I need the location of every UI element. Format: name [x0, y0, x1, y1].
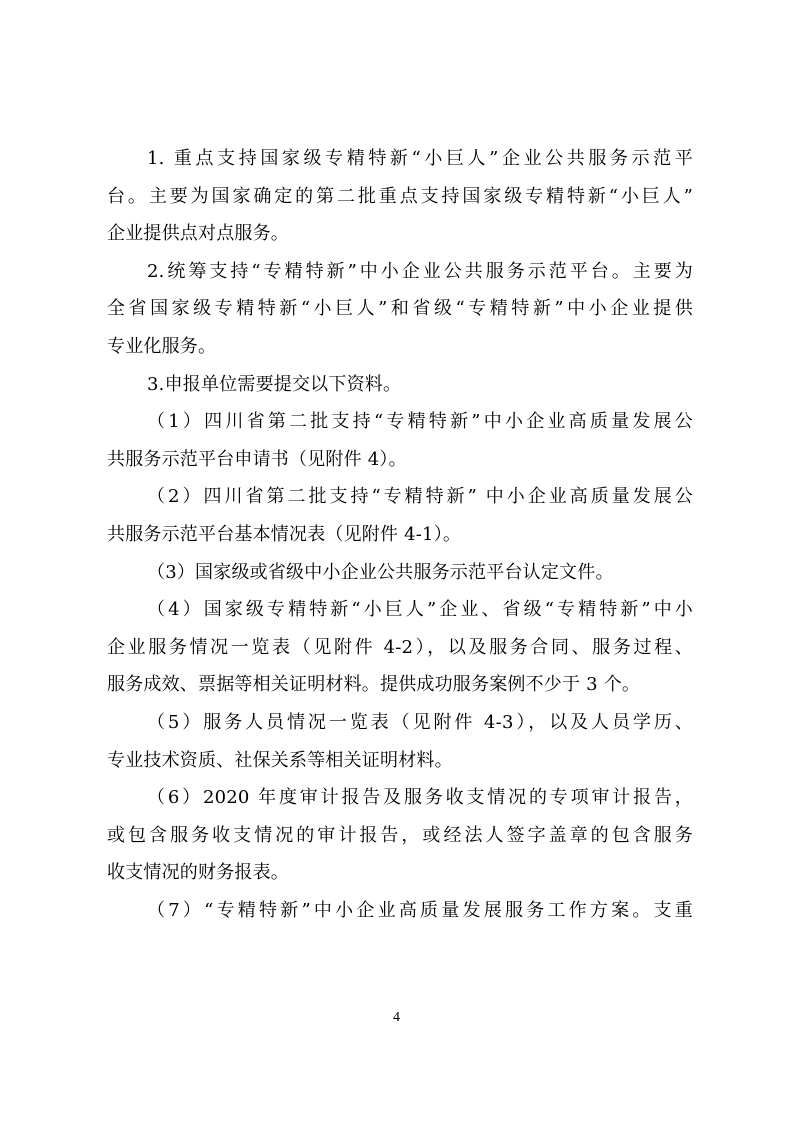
text-line: 2.统筹支持“专精特新”中小企业公共服务示范平台。主要为 [147, 260, 693, 282]
text-line: 专业化服务。 [107, 335, 217, 357]
paragraph-sub-7 [107, 892, 693, 930]
paragraph-sub-1 [107, 403, 693, 478]
paragraph-item-2 [107, 253, 693, 366]
paragraph-sub-2 [107, 478, 693, 553]
text-line: （6）2020 年度审计报告及服务收支情况的专项审计报告， [147, 787, 693, 809]
text-line: 或包含服务收支情况的审计报告，或经法人签字盖章的包含服务 [107, 824, 693, 846]
text-line: （2）四川省第二批支持“专精特新” 中小企业高质量发展公 [147, 486, 693, 508]
text-line: （1）四川省第二批支持“专精特新”中小企业高质量发展公 [147, 411, 693, 433]
paragraph-sub-4 [107, 591, 693, 704]
text-line: 企业提供点对点服务。 [107, 223, 289, 245]
text-line: 企业服务情况一览表（见附件 4-2），以及服务合同、服务过程、 [107, 636, 693, 658]
page-number: 4 [393, 1010, 400, 1025]
text-line: 收支情况的财务报表。 [107, 862, 289, 884]
paragraph-item-3 [107, 366, 693, 404]
text-line: 服务成效、票据等相关证明材料。提供成功服务案例不少于 3 个。 [107, 674, 641, 696]
text-line: （7）“专精特新”中小企业高质量发展服务工作方案。支重 [147, 899, 693, 921]
text-line: （3）国家级或省级中小企业公共服务示范平台认定文件。 [147, 561, 614, 583]
text-line: 3.申报单位需要提交以下资料。 [147, 373, 402, 395]
text-line: （4）国家级专精特新“小巨人”企业、省级“专精特新”中小 [147, 599, 693, 621]
paragraph-item-1 [107, 140, 693, 253]
text-line: 台。主要为国家确定的第二批重点支持国家级专精特新“小巨人” [107, 185, 693, 207]
paragraph-sub-5 [107, 704, 693, 779]
text-line: 共服务示范平台基本情况表（见附件 4-1）。 [107, 523, 462, 545]
text-line: （5）服务人员情况一览表（见附件 4-3），以及人员学历、 [147, 711, 693, 733]
document-body [107, 140, 693, 929]
text-line: 专业技术资质、社保关系等相关证明材料。 [107, 749, 453, 771]
text-line: 1. 重点支持国家级专精特新“小巨人”企业公共服务示范平 [147, 148, 693, 169]
paragraph-sub-6 [107, 779, 693, 892]
text-line: 全省国家级专精特新“小巨人”和省级“专精特新”中小企业提供 [107, 298, 693, 320]
text-line: 共服务示范平台申请书（见附件 4）。 [107, 448, 407, 470]
paragraph-sub-3 [107, 554, 693, 592]
